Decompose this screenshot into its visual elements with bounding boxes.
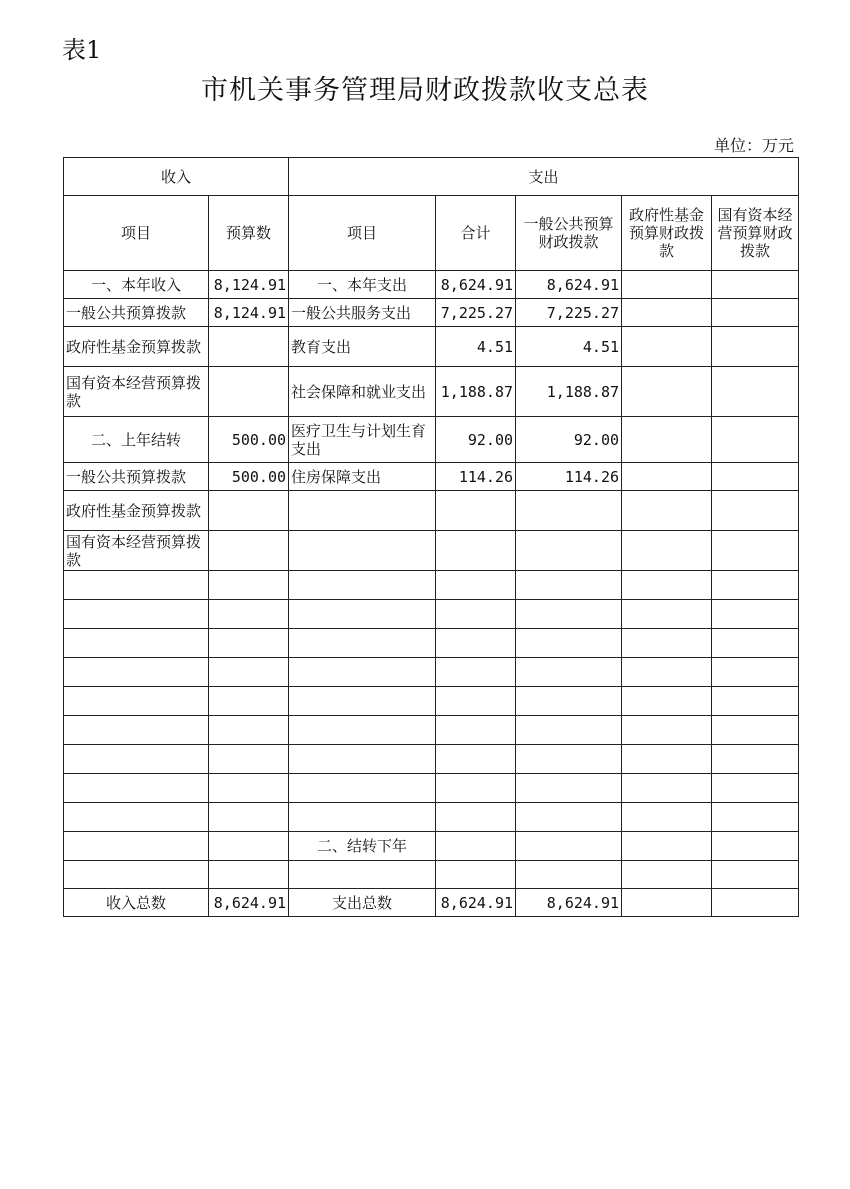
general-budget-cell: 114.26 [516, 463, 622, 491]
state-capital-budget-cell [712, 531, 799, 571]
expense-section-header: 支出 [289, 158, 799, 196]
income-budget-cell [209, 803, 289, 832]
income-budget-cell: 500.00 [209, 417, 289, 463]
income-item-cell [64, 687, 209, 716]
general-budget-cell: 4.51 [516, 327, 622, 367]
total-cell [436, 774, 516, 803]
total-cell: 8,624.91 [436, 271, 516, 299]
total-cell [436, 571, 516, 600]
total-cell: 8,624.91 [436, 889, 516, 917]
general-budget-cell [516, 832, 622, 861]
table-row [64, 571, 799, 600]
expense-item-cell [289, 687, 436, 716]
general-budget-cell: 92.00 [516, 417, 622, 463]
total-cell [436, 531, 516, 571]
table-row [64, 658, 799, 687]
fund-budget-cell [622, 491, 712, 531]
total-cell: 92.00 [436, 417, 516, 463]
expense-item-cell: 医疗卫生与计划生育支出 [289, 417, 436, 463]
table-row [64, 774, 799, 803]
general-budget-cell [516, 600, 622, 629]
fund-budget-cell [622, 299, 712, 327]
expense-item-cell: 社会保障和就业支出 [289, 367, 436, 417]
income-item-cell: 一般公共预算拨款 [64, 299, 209, 327]
page-title: 市机关事务管理局财政拨款收支总表 [201, 75, 649, 106]
column-header-income-budget: 预算数 [209, 196, 289, 271]
income-budget-cell: 8,624.91 [209, 889, 289, 917]
table-row [64, 491, 799, 531]
income-budget-cell: 8,124.91 [209, 271, 289, 299]
state-capital-budget-cell [712, 271, 799, 299]
state-capital-budget-cell [712, 774, 799, 803]
table-label: 表1 [62, 36, 102, 64]
income-item-cell: 国有资本经营预算拨款 [64, 367, 209, 417]
income-budget-cell [209, 832, 289, 861]
general-budget-cell: 7,225.27 [516, 299, 622, 327]
income-budget-cell [209, 367, 289, 417]
fund-budget-cell [622, 774, 712, 803]
fund-budget-cell [622, 861, 712, 889]
expense-item-cell [289, 600, 436, 629]
total-cell [436, 716, 516, 745]
state-capital-budget-cell [712, 299, 799, 327]
income-budget-cell: 500.00 [209, 463, 289, 491]
general-budget-cell [516, 629, 622, 658]
general-budget-cell: 8,624.91 [516, 271, 622, 299]
total-cell [436, 687, 516, 716]
table-row [64, 687, 799, 716]
table-row [64, 861, 799, 889]
fund-budget-cell [622, 658, 712, 687]
general-budget-cell [516, 745, 622, 774]
income-budget-cell [209, 716, 289, 745]
state-capital-budget-cell [712, 629, 799, 658]
expense-item-cell [289, 491, 436, 531]
fund-budget-cell [622, 571, 712, 600]
budget-summary-table [63, 157, 799, 917]
expense-item-cell: 二、结转下年 [289, 832, 436, 861]
fund-budget-cell [622, 629, 712, 658]
total-cell: 7,225.27 [436, 299, 516, 327]
table-row [64, 531, 799, 571]
fund-budget-cell [622, 600, 712, 629]
column-header-income-item: 项目 [64, 196, 209, 271]
total-cell [436, 491, 516, 531]
fund-budget-cell [622, 463, 712, 491]
income-budget-cell [209, 571, 289, 600]
income-item-cell: 一、本年收入 [64, 271, 209, 299]
state-capital-budget-cell [712, 417, 799, 463]
general-budget-cell [516, 803, 622, 832]
fund-budget-cell [622, 716, 712, 745]
total-cell [436, 600, 516, 629]
income-item-cell [64, 774, 209, 803]
income-item-cell [64, 716, 209, 745]
fund-budget-cell [622, 271, 712, 299]
unit-note: 单位：万元 [713, 136, 794, 155]
state-capital-budget-cell [712, 716, 799, 745]
expense-item-cell [289, 716, 436, 745]
state-capital-budget-cell [712, 658, 799, 687]
state-capital-budget-cell [712, 571, 799, 600]
state-capital-budget-cell [712, 803, 799, 832]
total-cell [436, 658, 516, 687]
income-item-cell [64, 832, 209, 861]
expense-item-cell [289, 745, 436, 774]
table-row [64, 745, 799, 774]
total-cell [436, 629, 516, 658]
total-cell [436, 745, 516, 774]
income-budget-cell [209, 531, 289, 571]
section-header-row [64, 158, 799, 196]
income-item-cell [64, 600, 209, 629]
general-budget-cell [516, 491, 622, 531]
state-capital-budget-cell [712, 463, 799, 491]
state-capital-budget-cell [712, 832, 799, 861]
column-header-general-budget: 一般公共预算财政拨款 [516, 196, 622, 271]
expense-item-cell [289, 658, 436, 687]
income-item-cell: 政府性基金预算拨款 [64, 327, 209, 367]
general-budget-cell [516, 571, 622, 600]
total-cell [436, 803, 516, 832]
general-budget-cell [516, 861, 622, 889]
income-item-cell: 收入总数 [64, 889, 209, 917]
expense-item-cell: 一、本年支出 [289, 271, 436, 299]
fund-budget-cell [622, 687, 712, 716]
fund-budget-cell [622, 367, 712, 417]
total-cell: 114.26 [436, 463, 516, 491]
table-row [64, 889, 799, 917]
expense-item-cell [289, 774, 436, 803]
total-cell [436, 832, 516, 861]
state-capital-budget-cell [712, 600, 799, 629]
income-budget-cell [209, 774, 289, 803]
total-cell: 1,188.87 [436, 367, 516, 417]
fund-budget-cell [622, 327, 712, 367]
expense-item-cell: 支出总数 [289, 889, 436, 917]
column-header-state-capital-budget: 国有资本经营预算财政拨款 [712, 196, 799, 271]
state-capital-budget-cell [712, 367, 799, 417]
table-row [64, 832, 799, 861]
total-cell: 4.51 [436, 327, 516, 367]
table-row [64, 600, 799, 629]
state-capital-budget-cell [712, 745, 799, 774]
state-capital-budget-cell [712, 327, 799, 367]
income-budget-cell [209, 600, 289, 629]
state-capital-budget-cell [712, 889, 799, 917]
general-budget-cell [516, 716, 622, 745]
income-item-cell: 国有资本经营预算拨款 [64, 531, 209, 571]
state-capital-budget-cell [712, 491, 799, 531]
table-row [64, 271, 799, 299]
income-budget-cell [209, 629, 289, 658]
expense-item-cell [289, 531, 436, 571]
expense-item-cell: 教育支出 [289, 327, 436, 367]
table-row [64, 803, 799, 832]
general-budget-cell: 8,624.91 [516, 889, 622, 917]
table-row [64, 629, 799, 658]
general-budget-cell [516, 687, 622, 716]
fund-budget-cell [622, 889, 712, 917]
income-budget-cell [209, 687, 289, 716]
income-item-cell [64, 658, 209, 687]
column-header-row [64, 196, 799, 271]
fund-budget-cell [622, 803, 712, 832]
income-budget-cell [209, 745, 289, 774]
income-budget-cell [209, 861, 289, 889]
income-item-cell [64, 629, 209, 658]
expense-item-cell [289, 571, 436, 600]
expense-item-cell [289, 861, 436, 889]
fund-budget-cell [622, 531, 712, 571]
income-item-cell: 一般公共预算拨款 [64, 463, 209, 491]
fund-budget-cell [622, 832, 712, 861]
column-header-fund-budget: 政府性基金预算财政拨款 [622, 196, 712, 271]
income-item-cell: 二、上年结转 [64, 417, 209, 463]
income-item-cell: 政府性基金预算拨款 [64, 491, 209, 531]
general-budget-cell [516, 774, 622, 803]
general-budget-cell [516, 658, 622, 687]
fund-budget-cell [622, 417, 712, 463]
expense-item-cell: 一般公共服务支出 [289, 299, 436, 327]
income-budget-cell [209, 658, 289, 687]
column-header-total: 合计 [436, 196, 516, 271]
table-row [64, 299, 799, 327]
total-cell [436, 861, 516, 889]
table-row [64, 367, 799, 417]
income-budget-cell: 8,124.91 [209, 299, 289, 327]
expense-item-cell: 住房保障支出 [289, 463, 436, 491]
income-budget-cell [209, 327, 289, 367]
income-item-cell [64, 803, 209, 832]
table-row [64, 327, 799, 367]
general-budget-cell: 1,188.87 [516, 367, 622, 417]
income-item-cell [64, 861, 209, 889]
table-row [64, 463, 799, 491]
general-budget-cell [516, 531, 622, 571]
income-item-cell [64, 745, 209, 774]
column-header-expense-item: 项目 [289, 196, 436, 271]
state-capital-budget-cell [712, 687, 799, 716]
state-capital-budget-cell [712, 861, 799, 889]
income-item-cell [64, 571, 209, 600]
income-budget-cell [209, 491, 289, 531]
fund-budget-cell [622, 745, 712, 774]
expense-item-cell [289, 803, 436, 832]
expense-item-cell [289, 629, 436, 658]
income-section-header: 收入 [64, 158, 289, 196]
table-row [64, 716, 799, 745]
table-row [64, 417, 799, 463]
